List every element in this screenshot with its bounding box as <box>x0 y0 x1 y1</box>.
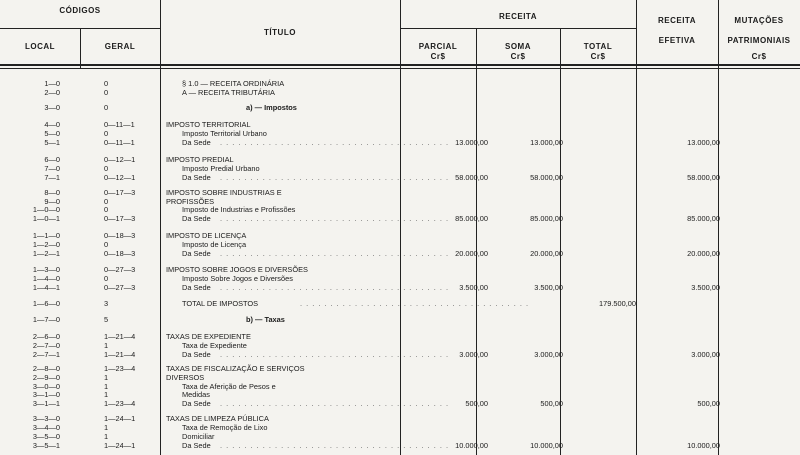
efetiva-value: 500,00 <box>697 399 720 408</box>
geral-code: 0—12—1 <box>104 155 136 164</box>
ledger-row <box>0 350 800 359</box>
row-title: IMPOSTO DE LICENÇA <box>166 231 247 240</box>
ledger-row <box>0 188 800 197</box>
soma-value: 3.500,00 <box>534 283 563 292</box>
local-code: 6—0 <box>44 155 60 164</box>
geral-code: 1 <box>104 373 109 382</box>
geral-code: 1—24—1 <box>104 441 136 450</box>
row-title: Da Sede <box>182 214 211 223</box>
header-parcial: PARCIAL <box>418 42 458 51</box>
soma-value: 3.000,00 <box>534 350 563 359</box>
header-soma-currency: Cr$ <box>510 52 526 61</box>
row-title: IMPOSTO SOBRE INDUSTRIAS E <box>166 188 282 197</box>
leader-dots: . . . . . . . . . . . . . . . . . . . . . . . . . . . . . . . . . . . . . . <box>220 249 450 258</box>
row-title: Imposto de Licença <box>182 240 247 249</box>
ledger-row <box>0 432 800 441</box>
row-title: Taxa de Aferição de Pesos e <box>182 382 276 391</box>
geral-code: 1 <box>104 390 109 399</box>
ledger-row <box>0 414 800 423</box>
row-title: Taxa de Remoção de Lixo <box>182 423 268 432</box>
ledger-row <box>0 390 800 399</box>
geral-code: 0—12—1 <box>104 173 136 182</box>
row-title: PROFISSÕES <box>166 197 215 206</box>
row-title: Medidas <box>182 390 210 399</box>
ledger-row <box>0 373 800 382</box>
local-code: 1—2—0 <box>32 240 60 249</box>
geral-code: 0 <box>104 274 109 283</box>
row-title: Da Sede <box>182 173 211 182</box>
ledger-row <box>0 214 800 223</box>
local-code: 9—0 <box>44 197 60 206</box>
header-mutacoes-2: PATRIMONIAIS <box>727 36 791 45</box>
local-code: 2—8—0 <box>32 364 60 373</box>
divider-local <box>80 28 81 68</box>
row-title: Da Sede <box>182 399 211 408</box>
header-efetiva-1: RECEITA <box>657 16 697 25</box>
local-code: 3—0 <box>44 103 60 112</box>
row-title: IMPOSTO TERRITORIAL <box>166 120 251 129</box>
row-title: TOTAL DE IMPOSTOS <box>182 299 259 308</box>
ledger-row <box>0 249 800 258</box>
ledger-row <box>0 164 800 173</box>
receita-divider <box>400 28 636 29</box>
row-title: a) — Impostos <box>246 103 297 112</box>
ledger-row <box>0 364 800 373</box>
ledger-row <box>0 120 800 129</box>
geral-code: 1—23—4 <box>104 399 136 408</box>
parcial-value: 85.000,00 <box>455 214 488 223</box>
ledger-row <box>0 265 800 274</box>
ledger-row <box>0 332 800 341</box>
geral-code: 0—27—3 <box>104 265 136 274</box>
local-code: 3—0—0 <box>32 382 60 391</box>
local-code: 3—1—0 <box>32 390 60 399</box>
efetiva-value: 3.500,00 <box>691 283 720 292</box>
row-title: Da Sede <box>182 138 211 147</box>
leader-dots: . . . . . . . . . . . . . . . . . . . . . . . . . . . . . . . . . . . . . . <box>220 350 450 359</box>
leader-dots: . . . . . . . . . . . . . . . . . . . . . . . . . . . . . . . . . . . . . . <box>300 299 530 308</box>
geral-code: 0 <box>104 88 109 97</box>
local-code: 2—7—1 <box>32 350 60 359</box>
local-code: 2—7—0 <box>32 341 60 350</box>
local-code: 3—5—0 <box>32 432 60 441</box>
soma-value: 20.000,00 <box>530 249 563 258</box>
geral-code: 0—11—1 <box>104 138 135 147</box>
row-title: IMPOSTO SOBRE JOGOS E DIVERSÕES <box>166 265 308 274</box>
geral-code: 0 <box>104 197 109 206</box>
geral-code: 0—11—1 <box>104 120 135 129</box>
row-title: Taxa de Expediente <box>182 341 247 350</box>
ledger-row <box>0 138 800 147</box>
local-code: 1—1—0 <box>32 231 60 240</box>
local-code: 4—0 <box>44 120 60 129</box>
geral-code: 5 <box>104 315 109 324</box>
local-code: 3—5—1 <box>32 441 60 450</box>
local-code: 1—4—1 <box>32 283 60 292</box>
local-code: 5—1 <box>44 138 60 147</box>
local-code: 1—6—0 <box>32 299 60 308</box>
geral-code: 0 <box>104 240 109 249</box>
header-titulo: TÍTULO <box>264 28 296 37</box>
leader-dots: . . . . . . . . . . . . . . . . . . . . . . . . . . . . . . . . . . . . . . <box>220 399 450 408</box>
efetiva-value: 58.000,00 <box>687 173 720 182</box>
header-receita: RECEITA <box>498 12 538 21</box>
efetiva-value: 10.000,00 <box>687 441 720 450</box>
row-title: Da Sede <box>182 350 211 359</box>
ledger-row <box>0 79 800 88</box>
geral-code: 0 <box>104 205 109 214</box>
row-title: Da Sede <box>182 283 211 292</box>
soma-value: 500,00 <box>540 399 563 408</box>
row-title: Imposto Territorial Urbano <box>182 129 267 138</box>
soma-value: 10.000,00 <box>530 441 563 450</box>
row-title: TAXAS DE FISCALIZAÇÃO E SERVIÇOS <box>166 364 305 373</box>
ledger-row <box>0 173 800 182</box>
header-local: LOCAL <box>24 42 56 51</box>
header-mutacoes-currency: Cr$ <box>751 52 767 61</box>
row-title: Domiciliar <box>182 432 215 441</box>
row-title: DIVERSOS <box>166 373 205 382</box>
ledger-row <box>0 299 800 308</box>
parcial-value: 3.000,00 <box>459 350 488 359</box>
ledger-row <box>0 103 800 112</box>
row-title: § 1.0 — RECEITA ORDINÁRIA <box>182 79 285 88</box>
parcial-value: 13.000,00 <box>455 138 488 147</box>
ledger-row <box>0 315 800 324</box>
local-code: 3—3—0 <box>32 414 60 423</box>
efetiva-value: 3.000,00 <box>691 350 720 359</box>
leader-dots: . . . . . . . . . . . . . . . . . . . . . . . . . . . . . . . . . . . . . . <box>220 214 450 223</box>
row-title: IMPOSTO PREDIAL <box>166 155 234 164</box>
local-code: 7—1 <box>44 173 60 182</box>
ledger-row <box>0 341 800 350</box>
row-title: Imposto Predial Urbano <box>182 164 260 173</box>
local-code: 1—2—1 <box>32 249 60 258</box>
ledger-row <box>0 231 800 240</box>
geral-code: 0—18—3 <box>104 249 136 258</box>
soma-value: 85.000,00 <box>530 214 563 223</box>
ledger-row <box>0 129 800 138</box>
geral-code: 0—17—3 <box>104 214 136 223</box>
local-code: 1—0—1 <box>32 214 60 223</box>
geral-code: 0—18—3 <box>104 231 136 240</box>
parcial-value: 3.500,00 <box>459 283 488 292</box>
ledger-row <box>0 274 800 283</box>
local-code: 2—6—0 <box>32 332 60 341</box>
geral-code: 0 <box>104 79 109 88</box>
geral-code: 1—24—1 <box>104 414 136 423</box>
row-title: b) — Taxas <box>246 315 285 324</box>
ledger-row <box>0 155 800 164</box>
ledger-row <box>0 240 800 249</box>
geral-code: 1 <box>104 432 109 441</box>
ledger-row <box>0 423 800 432</box>
efetiva-value: 13.000,00 <box>687 138 720 147</box>
ledger-row <box>0 283 800 292</box>
leader-dots: . . . . . . . . . . . . . . . . . . . . . . . . . . . . . . . . . . . . . . <box>220 283 450 292</box>
geral-code: 0—27—3 <box>104 283 136 292</box>
row-title: A — RECEITA TRIBUTÁRIA <box>182 88 275 97</box>
total-value: 179.500,00 <box>599 299 636 308</box>
header-soma: SOMA <box>505 42 531 51</box>
ledger-row <box>0 205 800 214</box>
header-mutacoes-1: MUTAÇÕES <box>734 16 784 25</box>
row-title: Imposto Sobre Jogos e Diversões <box>182 274 293 283</box>
geral-code: 0 <box>104 164 109 173</box>
geral-code: 0 <box>104 129 109 138</box>
leader-dots: . . . . . . . . . . . . . . . . . . . . . . . . . . . . . . . . . . . . . . <box>220 138 450 147</box>
ledger-row <box>0 88 800 97</box>
parcial-value: 58.000,00 <box>455 173 488 182</box>
parcial-value: 10.000,00 <box>455 441 488 450</box>
leader-dots: . . . . . . . . . . . . . . . . . . . . . . . . . . . . . . . . . . . . . . <box>220 441 450 450</box>
soma-value: 58.000,00 <box>530 173 563 182</box>
header-codigos: CÓDIGOS <box>59 6 101 15</box>
local-code: 1—3—0 <box>32 265 60 274</box>
geral-code: 1—21—4 <box>104 332 136 341</box>
leader-dots: . . . . . . . . . . . . . . . . . . . . . . . . . . . . . . . . . . . . . . <box>220 173 450 182</box>
local-code: 5—0 <box>44 129 60 138</box>
header-geral: GERAL <box>104 42 136 51</box>
row-title: Da Sede <box>182 249 211 258</box>
row-title: Da Sede <box>182 441 211 450</box>
local-code: 3—4—0 <box>32 423 60 432</box>
local-code: 1—7—0 <box>32 315 60 324</box>
local-code: 8—0 <box>44 188 60 197</box>
soma-value: 13.000,00 <box>530 138 563 147</box>
local-code: 1—0 <box>44 79 60 88</box>
header-parcial-currency: Cr$ <box>430 52 446 61</box>
ledger-row <box>0 441 800 450</box>
ledger-row <box>0 399 800 408</box>
row-title: TAXAS DE EXPEDIENTE <box>166 332 251 341</box>
efetiva-value: 20.000,00 <box>687 249 720 258</box>
parcial-value: 500,00 <box>465 399 488 408</box>
local-code: 1—0—0 <box>32 205 60 214</box>
geral-code: 1 <box>104 423 109 432</box>
geral-code: 1—23—4 <box>104 364 136 373</box>
efetiva-value: 85.000,00 <box>687 214 720 223</box>
header-efetiva-2: EFETIVA <box>658 36 696 45</box>
geral-code: 3 <box>104 299 109 308</box>
geral-code: 0 <box>104 103 109 112</box>
row-title: Imposto de Industrias e Profissões <box>182 205 296 214</box>
local-code: 2—0 <box>44 88 60 97</box>
geral-code: 1 <box>104 382 109 391</box>
local-code: 7—0 <box>44 164 60 173</box>
geral-code: 1—21—4 <box>104 350 136 359</box>
header-total: TOTAL <box>583 42 613 51</box>
geral-code: 0—17—3 <box>104 188 136 197</box>
local-code: 1—4—0 <box>32 274 60 283</box>
local-code: 2—9—0 <box>32 373 60 382</box>
parcial-value: 20.000,00 <box>455 249 488 258</box>
header-total-currency: Cr$ <box>590 52 606 61</box>
geral-code: 1 <box>104 341 109 350</box>
row-title: TAXAS DE LIMPEZA PÚBLICA <box>166 414 269 423</box>
local-code: 3—1—1 <box>32 399 60 408</box>
